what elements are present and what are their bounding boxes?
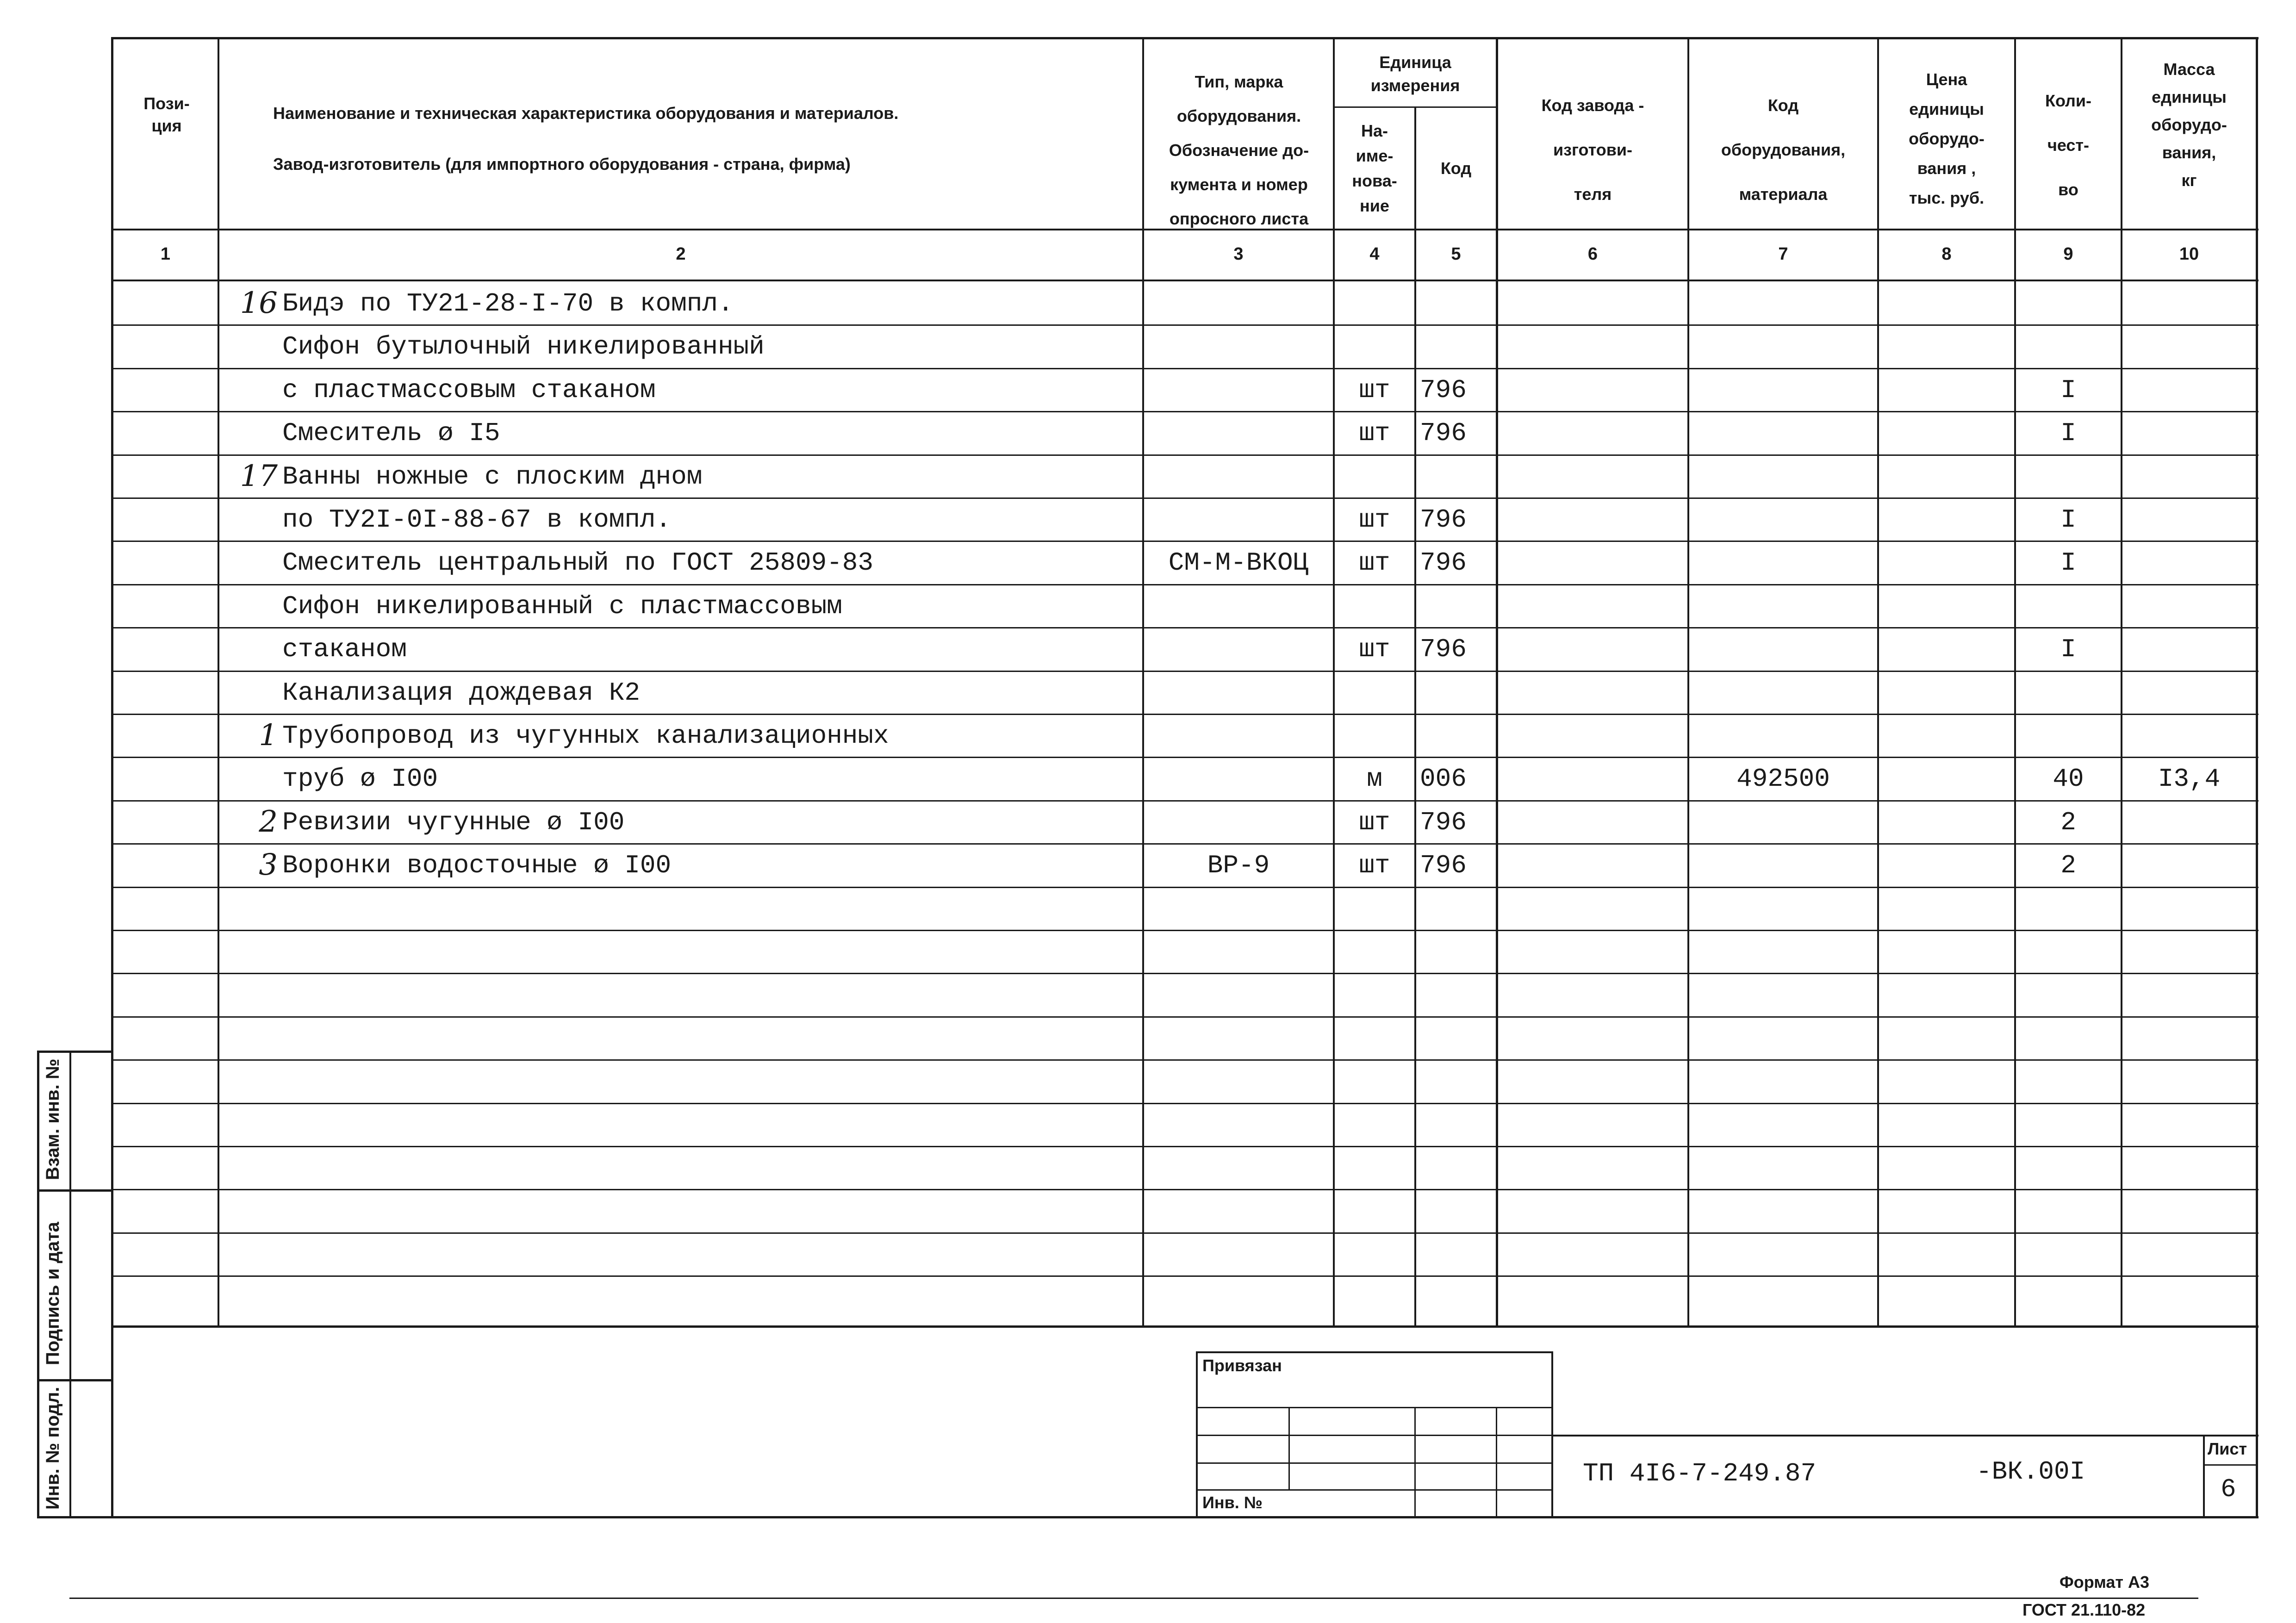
side-label-inv: Инв. № подл. xyxy=(43,1387,63,1510)
column-number: 3 xyxy=(1233,244,1244,264)
cell-name: Смеситель ø I5 xyxy=(282,418,500,448)
side-label-vzam: Взам. инв. № xyxy=(43,1058,63,1180)
header-price: Цена единицы оборудо- вания , тыс. руб. xyxy=(1909,70,1985,207)
cell-name: Ревизии чугунные ø I00 xyxy=(282,807,625,837)
header-plant-code: Код завода - изготови- теля xyxy=(1541,96,1644,204)
cell-name: Воронки водосточные ø I00 xyxy=(282,851,672,881)
cell-name: Сифон бутылочный никелированный xyxy=(282,332,765,362)
cell-equip: 492500 xyxy=(1736,764,1830,794)
document-number: ТП 4I6-7-249.87 xyxy=(1583,1459,1817,1488)
cell-type: СМ-М-ВКОЦ xyxy=(1168,548,1309,578)
cell-unit: шт xyxy=(1359,375,1390,405)
header-mass: Масса единицы оборудо- вания, кг xyxy=(2151,60,2227,190)
cell-name: Ванны ножные с плоским дном xyxy=(282,461,703,491)
privyazan-label: Привязан xyxy=(1202,1356,1282,1375)
cell-code: 796 xyxy=(1420,807,1467,837)
cell-code: 796 xyxy=(1420,418,1467,448)
cell-pos: 1 xyxy=(259,718,278,752)
sheet-label: Лист xyxy=(2208,1439,2247,1458)
cell-name: стаканом xyxy=(282,634,407,665)
cell-code: 796 xyxy=(1420,851,1467,881)
cell-qty: 2 xyxy=(2060,851,2076,881)
header-quantity: Коли- чест- во xyxy=(2045,91,2092,199)
cell-qty: I xyxy=(2060,548,2076,578)
column-number: 9 xyxy=(2063,244,2073,264)
cell-code: 796 xyxy=(1420,548,1467,578)
column-number: 8 xyxy=(1941,244,1952,264)
inv-no-label: Инв. № xyxy=(1202,1493,1263,1512)
cell-qty: I xyxy=(2060,505,2076,535)
cell-qty: I xyxy=(2060,418,2076,448)
gost-label: ГОСТ 21.110-82 xyxy=(2022,1600,2146,1619)
cell-unit: шт xyxy=(1359,851,1390,881)
cell-mass: I3,4 xyxy=(2158,764,2221,794)
header-name: Наименование и техническая характеристика оборудования и материалов. Завод-изготовитель (для импортного оборудования - страна, фирма) xyxy=(273,104,899,174)
cell-pos: 3 xyxy=(259,848,278,883)
cell-unit: шт xyxy=(1359,548,1390,578)
header-type: Тип, марка оборудования. Обозначение до- кумента и номер опросного листа xyxy=(1169,72,1309,228)
header-unit-group: Единица измерения xyxy=(1370,53,1460,95)
header-unit-name: На- име- нова- ние xyxy=(1352,121,1397,215)
header-equipment-code: Код оборудования, материала xyxy=(1721,96,1846,204)
cell-name: по ТУ2I-0I-88-67 в компл. xyxy=(282,505,672,535)
cell-unit: шт xyxy=(1359,418,1390,448)
cell-qty: I xyxy=(2060,375,2076,405)
cell-type: ВР-9 xyxy=(1207,851,1270,881)
cell-pos: 17 xyxy=(240,459,278,493)
column-number: 6 xyxy=(1587,244,1598,264)
cell-code: 796 xyxy=(1420,505,1467,535)
cell-code: 006 xyxy=(1420,764,1467,794)
header-position: Пози- ция xyxy=(143,94,190,135)
column-number: 5 xyxy=(1451,244,1461,264)
column-number: 1 xyxy=(160,244,171,264)
side-label-podpis: Подпись и дата xyxy=(43,1222,63,1365)
column-number: 2 xyxy=(676,244,686,264)
column-number: 10 xyxy=(2179,244,2199,264)
cell-name: Трубопровод из чугунных канализационных xyxy=(282,721,889,751)
cell-name: Сифон никелированный с пластмассовым xyxy=(282,591,842,621)
cell-unit: м xyxy=(1367,764,1382,794)
cell-name: Смеситель центральный по ГОСТ 25809-83 xyxy=(282,548,874,578)
sheet-number: 6 xyxy=(2221,1474,2236,1504)
column-number: 7 xyxy=(1778,244,1788,264)
cell-qty: 2 xyxy=(2060,807,2076,837)
cell-pos: 16 xyxy=(240,286,278,320)
cell-unit: шт xyxy=(1359,505,1390,535)
cell-name: с пластмассовым стаканом xyxy=(282,375,656,405)
cell-pos: 2 xyxy=(259,804,278,839)
document-suffix: -ВК.00I xyxy=(1976,1457,2085,1486)
cell-code: 796 xyxy=(1420,375,1467,405)
cell-name: труб ø I00 xyxy=(282,764,438,794)
cell-name: Бидэ по ТУ21-28-I-70 в компл. xyxy=(282,289,734,318)
format-label: Формат А3 xyxy=(2060,1573,2150,1592)
cell-name: Канализация дождевая К2 xyxy=(282,678,640,708)
column-number: 4 xyxy=(1369,244,1380,264)
cell-code: 796 xyxy=(1420,634,1467,665)
cell-qty: 40 xyxy=(2053,764,2084,794)
cell-unit: шт xyxy=(1359,807,1390,837)
cell-qty: I xyxy=(2060,634,2076,665)
header-unit-code: Код xyxy=(1440,159,1472,178)
cell-unit: шт xyxy=(1359,634,1390,665)
